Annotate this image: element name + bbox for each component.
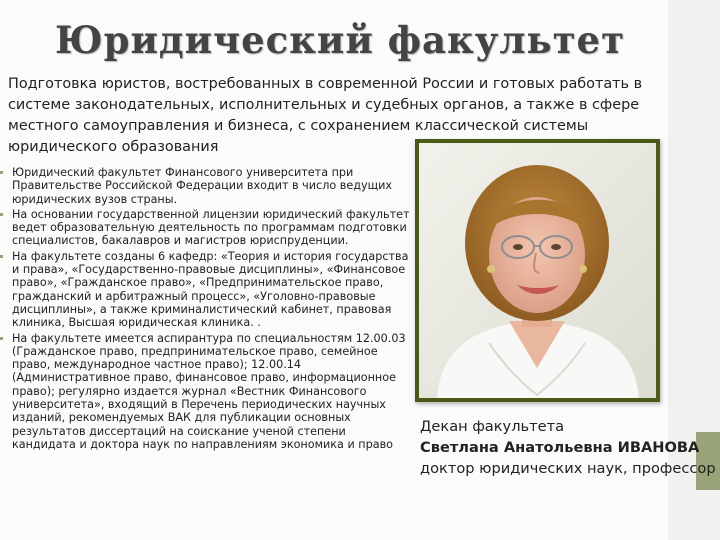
dean-degree: доктор юридических наук, профессор	[420, 460, 716, 477]
bullet-text: На факультете имеется аспирантура по специальностям 12.00.03 (Гражданское право, предпринимательское право, семейное право, международное частное право); 12.00.14 (Административное право, финансовое право, информационное право); регулярно издается журнал «Вестник Финансового университета», входящий в Перечень периодических научных изданий, рекомендуемых ВАК для публикации основных результатов диссертаций на соискание ученой степени кандидата и доктора наук по направлениям экономика и право	[12, 331, 406, 451]
dean-name: Светлана Анатольевна ИВАНОВА	[420, 439, 700, 456]
bullet-list	[0, 166, 412, 453]
bullet-text: На основании государственной лицензии юридический факультет ведет образовательную деятельность по программам подготовки специалистов, бакалавров и магистров юриспруденции.	[12, 207, 410, 248]
bullet-marker	[0, 255, 3, 258]
bullet-marker	[0, 337, 3, 340]
dean-portrait-photo	[419, 143, 656, 398]
dean-portrait-image	[419, 143, 656, 398]
bullet-item	[0, 208, 412, 248]
dean-role: Декан факультета	[420, 418, 565, 435]
bullet-marker	[0, 213, 3, 216]
intro-paragraph: Подготовка юристов, востребованных в современной России и готовых работать в системе законодательных, исполнительных и судебных органов, а также в сфере местного самоуправления и бизнеса, с сохранением классической системы юридического образования	[8, 76, 643, 155]
bullet-item	[0, 332, 412, 452]
bullet-text: Юридический факультет Финансового университета при Правительстве Российской Федерации входит в число ведущих юридических вузов страны.	[12, 166, 393, 206]
bullet-text: На факультете созданы 6 кафедр: «Теория и история государства и права», «Государственно-правовые дисциплины», «Финансовое право», «Гражданское право», «Предпринимательское право, гражданский и арбитражный процесс», «Уголовно-правовые дисциплины», а также криминалистический кабинет, правовая клиника, Высшая юридическая клиника. .	[12, 249, 409, 330]
dean-photo-frame	[415, 139, 660, 402]
bullet-item	[0, 250, 412, 330]
bullet-item	[0, 166, 412, 206]
dean-caption	[420, 416, 716, 479]
bullet-marker	[0, 171, 3, 174]
slide-title: Юридический факультет	[54, 18, 626, 62]
